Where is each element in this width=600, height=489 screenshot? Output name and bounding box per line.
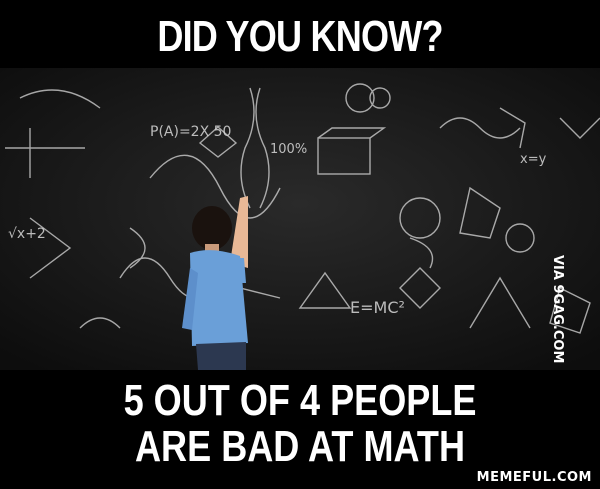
bottom-caption-line-1: 5 OUT OF 4 PEOPLE xyxy=(123,376,477,425)
bottom-caption-line-2: ARE BAD AT MATH xyxy=(134,422,466,471)
chalk-text: P(A)=2X 50 xyxy=(150,124,232,140)
chalk-text: x=y xyxy=(520,152,547,167)
chalkboard-photo xyxy=(0,68,600,370)
chalk-text: √x+2 xyxy=(8,226,46,242)
watermark: VIA 9GAG.COM xyxy=(550,255,565,364)
chalk-text: 100% xyxy=(270,142,308,157)
footer-credit: MEMEFUL.COM xyxy=(476,470,592,485)
top-caption: DID YOU KNOW? xyxy=(157,12,443,61)
chalk-text: E=MC² xyxy=(350,298,405,317)
bottom-caption xyxy=(0,378,600,470)
